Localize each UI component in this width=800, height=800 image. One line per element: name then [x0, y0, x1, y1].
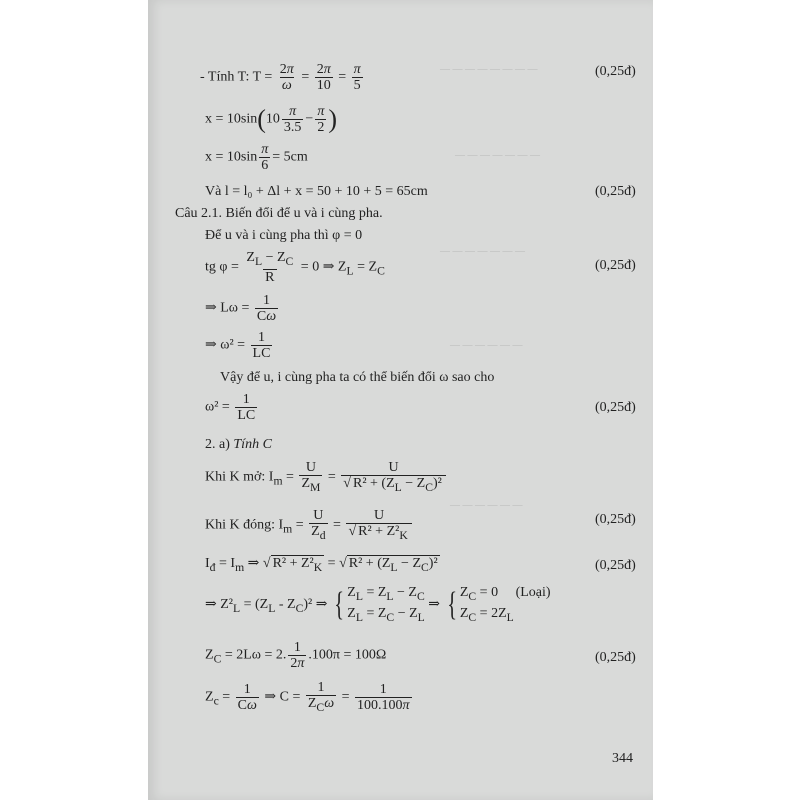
line-zc-value: $Z_C = 2L\omega = 2$. $\frac{1}{2\pi}$ .100π = 100Ω [205, 640, 387, 671]
points-label: (0,25đ) [595, 258, 636, 273]
bleed-through-text: — — — — — — — [440, 246, 525, 257]
points-label: (0,25đ) [595, 650, 636, 665]
line-k-closed: Khi K đóng: $I_m$ = $\frac{U}{Z_d}$ = $\frac{U}{√ R^2 + Z^2_K}$ [205, 508, 414, 543]
bleed-through-text: — — — — — — — — [440, 64, 538, 75]
bleed-through-text: — — — — — — [450, 340, 523, 351]
points-label: (0,25đ) [595, 400, 636, 415]
points-label: (0,25đ) [595, 512, 636, 527]
line-condition: Để u và i cùng pha thì φ = 0 [205, 228, 363, 243]
bleed-through-text: — — — — — — [450, 500, 523, 511]
points-label: (0,25đ) [595, 64, 636, 79]
line-x-value: x = 10sin $\frac{\pi}{6}$ = 5cm [205, 142, 308, 173]
line-k-open: Khi K mở: $I_m$ = $\frac{U}{Z_M}$ = $\frac{U}{√ R^2 + (Z_L - Z_C)^2}$ [205, 460, 448, 495]
line-current-equal: $I_đ = I_m$ ⇒ √ $R^2 + Z^2_K$ = √ $R^2 + (Z_L - Z_C)^2$ [205, 556, 438, 574]
line-omega-squared: ⇒ ω² = $\frac{1}{LC}$ [205, 330, 271, 361]
line-x-formula: x = 10sin(10 $\frac{\pi}{3.5}$ − $\frac{\pi}{2}$ ) [205, 104, 337, 135]
subquestion-heading: 2. a) Tính C [205, 437, 272, 452]
line-capacitance: $Z_c$ = $\frac{1}{C\omega}$ ⇒ C = $\frac{1}{Z_C\omega}$ = $\frac{1}{100.100\pi}$ [205, 680, 410, 714]
page-number: 344 [612, 751, 633, 766]
line-system: ⇒ $Z^2_L = (Z_L - Z_C)^2$ ⇒ { $Z_L = Z_L - Z_C$ $Z_L = Z_C - Z_L$ ⇒ { $Z_C = 0$ (Loại) $Z_C = 2Z_L$ [205, 585, 551, 624]
points-label: (0,25đ) [595, 558, 636, 573]
line-length: Và l = l₀ + Δl + x = 50 + 10 + 5 = 65cm [205, 184, 428, 199]
bleed-through-text: — — — — — — — [455, 150, 540, 161]
line-l-omega: ⇒ Lω = $\frac{1}{C\omega}$ [205, 293, 277, 324]
line-conclusion: Vậy để u, i cùng pha ta có thể biến đổi ω sao cho [220, 370, 495, 385]
line-period: - Tính T: T = $\frac{2\pi}{\omega}$ = $\frac{2\pi}{10}$ = $\frac{\pi}{5}$ [200, 62, 361, 93]
line-omega-result: ω² = $\frac{1}{LC}$ [205, 392, 256, 423]
line-tan-phi: tg φ = $\frac{Z_L - Z_C}{R}$ = 0 ⇒ $Z_L = Z_C$ [205, 250, 385, 285]
question-heading: Câu 2.1. Biến đổi để u và i cùng pha. [175, 206, 383, 221]
points-label: (0,25đ) [595, 184, 636, 199]
